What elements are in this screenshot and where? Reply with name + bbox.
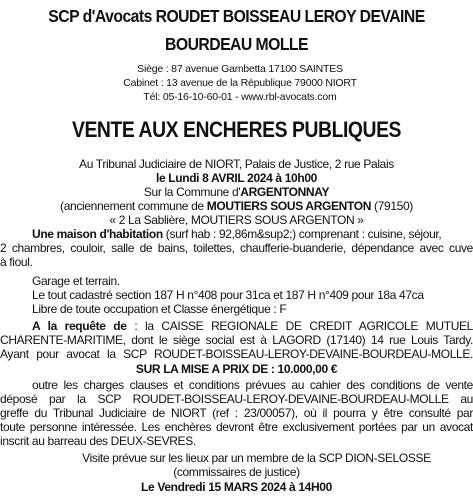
house-label: Une maison d'habitation [32,227,163,241]
visite-line2: (commissaires de justice) [173,465,300,479]
avocat-line: Ayant pour avocat la SCP ROUDET-BOISSEAU-LEROY-DEVAINE-BOURDEAU-MOLLE. [0,347,473,361]
cadastre-line: Le tout cadastré section 187 H n°408 pour 31ca et 187 H n°409 pour 18a 47ca [32,288,424,302]
house-desc1: (surf hab : 92,86m&sup2;) comprenant : cuisine, séjour, [162,227,442,241]
visite-line1: Visite prévue sur les lieux par un membre de la SCP DION-SELOSSE [82,451,431,465]
garage-line: Garage et terrain. [32,274,120,288]
firm-name-line2: BOURDEAU MOLLE [165,34,308,54]
address-cabinet: Cabinet : 13 avenue de la République 79000 NIORT [123,77,357,89]
house-line2: 2 chambres, couloir, salle de bains, toilettes, chaufferie-buanderie, dépendance avec cuve [0,241,473,255]
former-commune-name: MOUTIERS SOUS ARGENTON [206,199,372,213]
contact-info: Tél: 05-16-10-60-01 - www.rbl-avocats.com [143,91,337,103]
notice-title: VENTE AUX ENCHERES PUBLIQUES [71,117,402,142]
former-prefix: (anciennement commune de [60,199,207,213]
charges-line3: greffe du Tribunal Judiciaire de NIORT (ref : 23/00057), où il pourra y être consulté par [0,406,473,420]
tribunal-line: Au Tribunal Judiciaire de NIORT, Palais de Justice, 2 rue Palais [79,157,394,171]
occupation-line: Libre de toute occupation et Classe énergétique : F [32,302,287,316]
sale-date: le Lundi 8 AVRIL 2024 à 10h00 [155,171,318,185]
charges-line2: déposé par la SCP ROUDET-BOISSEAU-LEROY-DEVAINE-BOURDEAU-MOLLE au [0,392,473,406]
requete-text1: : la CAISSE REGIONALE DE CREDIT AGRICOLE MUTUEL [126,319,473,333]
commune-line [0,185,473,199]
address-siege: Siège : 87 avenue Gambetta 17100 SAINTES [137,63,343,75]
firm-name-line1: SCP d'Avocats ROUDET BOISSEAU LEROY DEVAINE [48,6,425,26]
requete-line1 [32,319,473,333]
requete-line2: CHARENTE-MARITIME, dont le siège social est à LAGORD (17140) 14 rue Louis Tardy. [0,333,473,347]
visite-date: Le Vendredi 15 MARS 2024 à 14H00 [141,480,332,494]
charges-line4: toute personne intéressée. Les enchères devront être exclusivement portées par un avocat [0,420,473,434]
charges-line5: inscrit au barreau des DEUX-SEVRES. [0,434,196,448]
house-line3: à fioul. [0,255,33,269]
commune-name: ARGENTONNAY [240,185,330,199]
commune-prefix: Sur la Commune d' [143,185,241,199]
former-commune-line [0,199,473,213]
charges-line1: outre les charges clauses et conditions prévues au cahier des conditions de vente [32,378,473,392]
former-suffix: (79150) [371,199,413,213]
requete-label: A la requête de [32,319,127,333]
starting-price: SUR LA MISE A PRIX DE : 10.000,00 € [135,362,338,376]
locality-line: « 2 La Sablière, MOUTIERS SOUS ARGENTON » [109,213,364,227]
house-line1 [32,227,473,241]
